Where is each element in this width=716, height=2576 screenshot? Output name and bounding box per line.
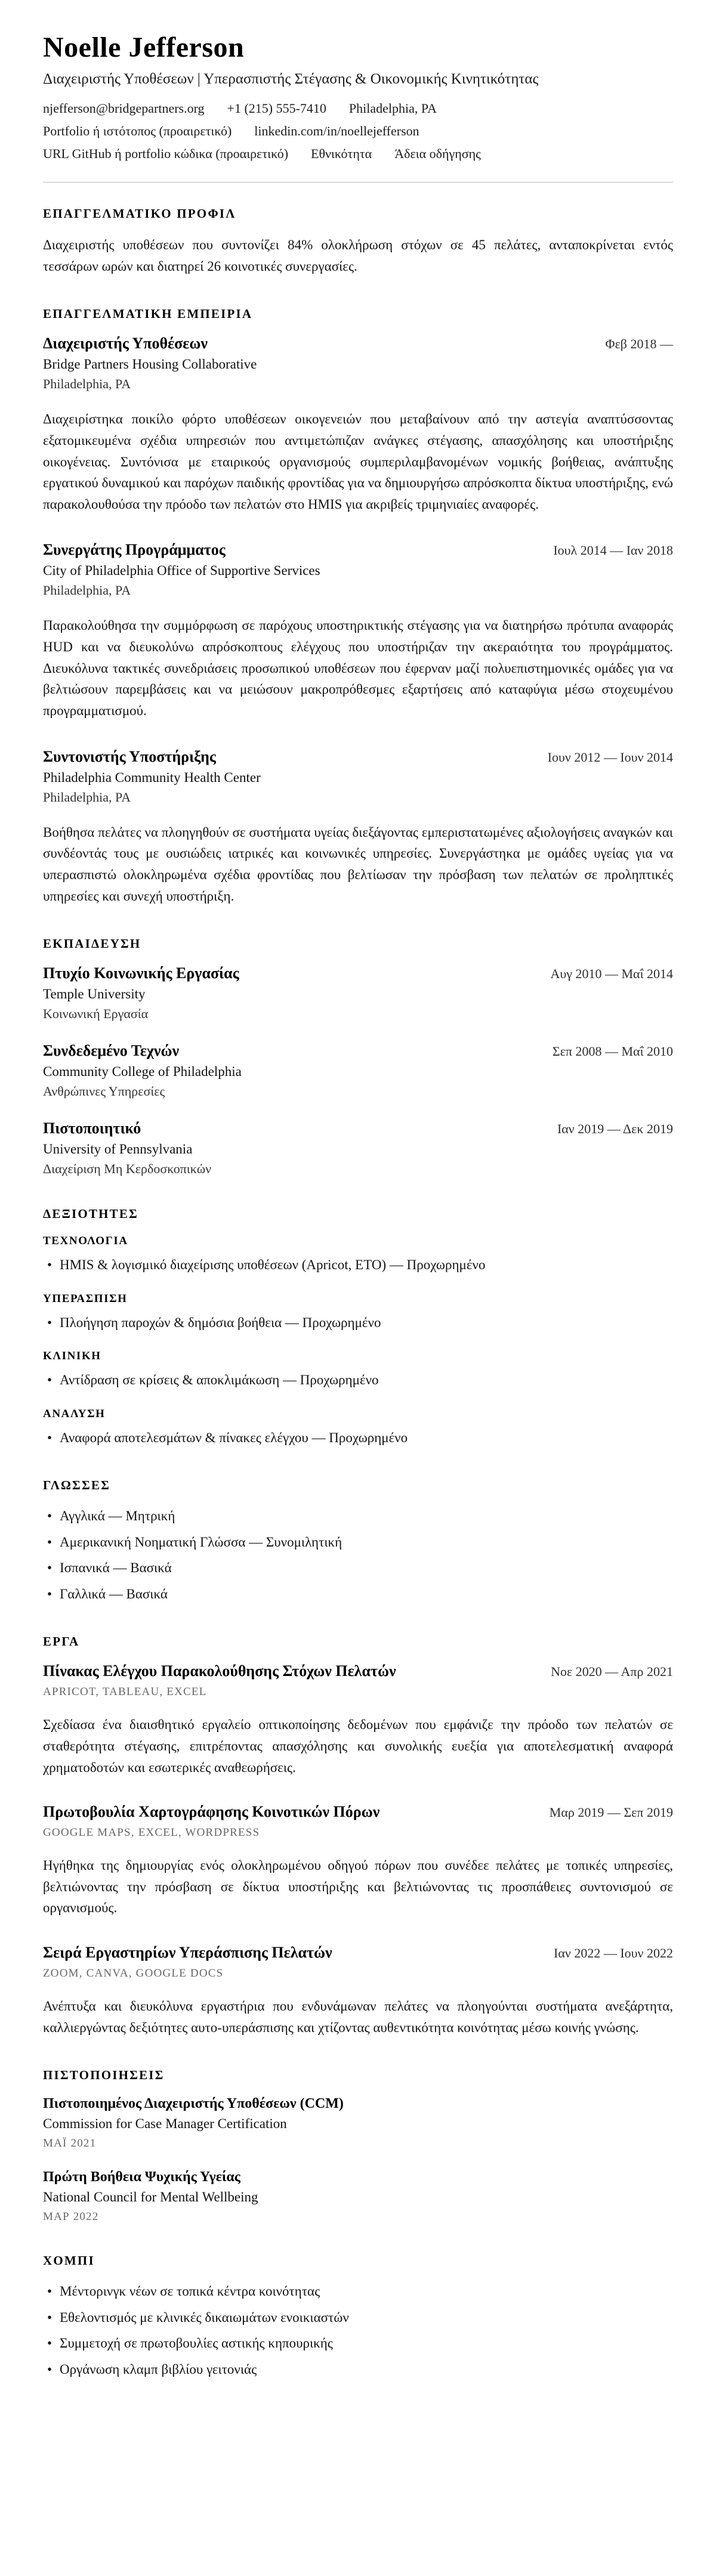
job-header-row	[43, 335, 673, 352]
education-degree: Πτυχίο Κοινωνικής Εργασίας	[43, 964, 239, 982]
skill-item: • Αντίδραση σε κρίσεις & αποκλιμάκωση — Προχωρημένο	[43, 1370, 673, 1391]
job-description: Παρακολούθησα την συμμόρφωση σε παρόχους υποστηρικτικής στέγασης για να διατηρήσω πρότυπα αναφοράς HUD και να διευκολύνω απρόσκοπτους ελέγχους που υποστήριζαν την ακεραιότητα του προγράμματος. Διευκόλυνα τακτικές συνεδριάσεις προσωπικού υποθέσεων που έφερναν μαζί πολυεπιστημονικές ομάδες για να βελτιώσουν παρεμβάσεις και να μειώσουν μακροπρόθεσμες εξαρτήσεις από καταφύγια μέσω στοχευμένου προγραμματισμού.	[43, 618, 673, 719]
language-item: • Γαλλικά — Βασικά	[43, 1584, 673, 1605]
education-header-row	[43, 964, 673, 982]
skill-group-title: ΤΕΧΝΟΛΟΓΙΑ	[43, 1235, 128, 1248]
section-title-experience: ΕΠΑΓΓΕΛΜΑΤΙΚΗ ΕΜΠΕΙΡΙΑ	[43, 307, 253, 321]
contact-row-1	[43, 101, 673, 116]
job-entry	[43, 541, 673, 721]
job-description: Διαχειρίστηκα ποικίλο φόρτο υποθέσεων οικογενειών που μεταβαίνουν από την αστεγία αναπτύσσοντας εξατομικευμένα σχέδια υπηρεσιών που αντιμετώπιζαν ανάγκες στέγασης, απασχόλησης και υποστήριξης οικογένειας. Συντόνισα με εταιρικούς οργανισμούς συμπεριλαμβανομένων νομικής βοήθειας, ανάπτυξης εργατικού δυναμικού και παρόχων παιδικής φροντίδας για να δημιουργήσω απρόσκοπτα δίκτυα υποστήριξης, ενώ παρακολουθούσα την πρόοδο των πελατών στο HMIS για ακριβείς τριμηνιαίες αναφορές.	[43, 412, 673, 512]
profile-summary: Διαχειριστής υποθέσεων που συντονίζει 84% ολοκλήρωση στόχων σε 45 πελάτες, ανταποκρίνεται εντός τεσσάρων ωρών και διατηρεί 26 κοινοτικές συνεργασίες.	[43, 237, 673, 274]
skill-group-advocacy	[43, 1292, 673, 1334]
certification-entry	[43, 2096, 673, 2150]
hobby-list	[43, 2281, 673, 2380]
project-dates: Ιαν 2022 — Ιουν 2022	[554, 1946, 673, 1961]
skill-group-clinical	[43, 1350, 673, 1391]
section-title-profile: ΕΠΑΓΓΕΛΜΑΤΙΚΟ ΠΡΟΦΙΛ	[43, 206, 236, 221]
project-tech-stack: GOOGLE MAPS, EXCEL, WORDPRESS	[43, 1826, 260, 1839]
section-title-projects: ΕΡΓΑ	[43, 1634, 80, 1649]
person-name: Noelle Jefferson	[43, 32, 245, 63]
education-field: Διαχείριση Μη Κερδοσκοπικών	[43, 1161, 212, 1177]
education-dates: Ιαν 2019 — Δεκ 2019	[557, 1121, 673, 1137]
skill-list	[43, 1313, 673, 1334]
section-hobbies	[43, 2253, 673, 2380]
section-title-certifications: ΠΙΣΤΟΠΟΙΗΣΕΙΣ	[43, 2068, 165, 2083]
project-tech-stack: APRICOT, TABLEAU, EXCEL	[43, 1686, 207, 1699]
education-dates: Σεπ 2008 — Μαΐ 2010	[552, 1044, 673, 1059]
skill-group-title: ΑΝΑΛΥΣΗ	[43, 1407, 106, 1420]
email-text: njefferson@bridgepartners.org	[43, 101, 205, 116]
project-entry	[43, 1944, 673, 2038]
section-title-languages: ΓΛΩΣΣΕΣ	[43, 1478, 111, 1493]
language-item: • Ισπανικά — Βασικά	[43, 1558, 673, 1579]
job-location: Philadelphia, PA	[43, 583, 131, 598]
certification-entry	[43, 2169, 673, 2224]
section-education	[43, 936, 673, 1177]
certification-date: ΜΑΪ 2021	[43, 2137, 97, 2150]
section-certifications	[43, 2068, 673, 2224]
language-list	[43, 1506, 673, 1604]
portfolio-placeholder-text: Portfolio ή ιστότοπος (προαιρετικό)	[43, 123, 232, 138]
project-title: Πρωτοβουλία Χαρτογράφησης Κοινοτικών Πόρων	[43, 1803, 380, 1821]
skill-list	[43, 1370, 673, 1391]
skill-item: • HMIS & λογισμικό διαχείρισης υποθέσεων (Apricot, ETO) — Προχωρημένο	[43, 1255, 673, 1276]
education-school: Temple University	[43, 987, 146, 1002]
contact-row-3	[43, 146, 673, 162]
job-entry	[43, 748, 673, 907]
location-text: Philadelphia, PA	[348, 101, 437, 116]
contact-row-2	[43, 123, 673, 139]
certification-name: Πρώτη Βοήθεια Ψυχικής Υγείας	[43, 2169, 240, 2185]
job-location: Philadelphia, PA	[43, 376, 131, 392]
hobby-item: • Συμμετοχή σε πρωτοβουλίες αστικής κηπουρικής	[43, 2333, 673, 2354]
language-item: • Αγγλικά — Μητρική	[43, 1506, 673, 1527]
section-profile	[43, 206, 673, 277]
skill-group-analysis	[43, 1408, 673, 1449]
section-projects	[43, 1634, 673, 2038]
job-location: Philadelphia, PA	[43, 789, 131, 805]
education-entry	[43, 964, 673, 1022]
project-title: Σειρά Εργαστηρίων Υπεράσπισης Πελατών	[43, 1944, 332, 1962]
nationality-text: Εθνικότητα	[311, 146, 372, 161]
job-dates: Ιουλ 2014 — Ιαν 2018	[553, 543, 673, 558]
project-dates: Νοε 2020 — Απρ 2021	[551, 1664, 673, 1680]
certification-issuer: Commission for Case Manager Certification	[43, 2116, 287, 2132]
section-title-skills: ΔΕΞΙΟΤΗΤΕΣ	[43, 1207, 138, 1221]
project-title: Πίνακας Ελέγχου Παρακολούθησης Στόχων Πελατών	[43, 1662, 396, 1680]
skill-list	[43, 1255, 673, 1276]
resume-header	[43, 31, 673, 162]
driving-license-text: Άδεια οδήγησης	[394, 146, 481, 161]
language-item: • Αμερικανική Νοηματική Γλώσσα — Συνομιλητική	[43, 1532, 673, 1553]
skill-list	[43, 1428, 673, 1449]
project-dates: Μαρ 2019 — Σεπ 2019	[549, 1805, 673, 1820]
job-title: Συνεργάτης Προγράμματος	[43, 541, 226, 559]
project-header-row	[43, 1944, 673, 1962]
certification-issuer: National Council for Mental Wellbeing	[43, 2190, 258, 2205]
skill-group-technology	[43, 1235, 673, 1276]
header-divider	[43, 182, 673, 183]
education-header-row	[43, 1120, 673, 1137]
education-field: Κοινωνική Εργασία	[43, 1006, 149, 1022]
job-dates: Ιουν 2012 — Ιουν 2014	[547, 749, 673, 765]
education-degree: Πιστοποιητικό	[43, 1120, 141, 1137]
job-title: Συντονιστής Υποστήριξης	[43, 747, 216, 765]
project-tech-stack: ZOOM, CANVA, GOOGLE DOCS	[43, 1967, 224, 1980]
project-entry	[43, 1803, 673, 1919]
education-header-row	[43, 1042, 673, 1060]
contact-block	[43, 101, 673, 162]
job-entry	[43, 335, 673, 515]
person-tagline: Διαχειριστής Υποθέσεων | Υπερασπιστής Στέγασης & Οικονομικής Κινητικότητας	[43, 71, 539, 87]
certification-name: Πιστοποιημένος Διαχειριστής Υποθέσεων (CCM)	[43, 2096, 344, 2112]
project-entry	[43, 1662, 673, 1778]
section-languages	[43, 1478, 673, 1604]
job-title: Διαχειριστής Υποθέσεων	[43, 335, 208, 352]
project-header-row	[43, 1803, 673, 1821]
section-title-education: ΕΚΠΑΙΔΕΥΣΗ	[43, 936, 141, 951]
education-school: Community College of Philadelphia	[43, 1064, 242, 1080]
education-field: Ανθρώπινες Υπηρεσίες	[43, 1084, 165, 1099]
project-header-row	[43, 1662, 673, 1680]
education-school: University of Pennsylvania	[43, 1142, 193, 1157]
job-company: City of Philadelphia Office of Supportive Services	[43, 563, 320, 579]
skill-group-title: ΥΠΕΡΑΣΠΙΣΗ	[43, 1292, 128, 1305]
hobby-item: • Εθελοντισμός με κλινικές δικαιωμάτων ενοικιαστών	[43, 2308, 673, 2328]
job-company: Bridge Partners Housing Collaborative	[43, 357, 257, 372]
github-placeholder-text: URL GitHub ή portfolio κώδικα (προαιρετικό)	[43, 146, 289, 161]
hobby-item: • Οργάνωση κλαμπ βιβλίου γειτονιάς	[43, 2359, 673, 2380]
project-description: Σχεδίασα ένα διαισθητικό εργαλείο οπτικοποίησης δεδομένων που εμφάνιζε την πρόοδο των πελατών σε σταθερότητα στέγασης, επιτρέποντας απασχόλησης και συνολικής ευεξία για αποτελεσματική αναφορά χρηματοδοτών και εσωτερικές αναθεωρήσεις.	[43, 1717, 673, 1775]
project-description: Ανέπτυξα και διευκόλυνα εργαστήρια που ενδυνάμωναν πελάτες να πλοηγούνται συστήματα ανεξάρτητα, καλλιεργώντας δεξιότητες αυτο-υπεράσπισης και χτίζοντας αυθεντικότητα κοινότητας μέσω κοινής γνώσης.	[43, 1999, 673, 2035]
section-skills	[43, 1207, 673, 1448]
job-header-row	[43, 748, 673, 766]
skill-item: • Πλοήγηση παροχών & δημόσια βοήθεια — Προχωρημένο	[43, 1313, 673, 1334]
certification-date: ΜΑΡ 2022	[43, 2210, 99, 2224]
phone-text: +1 (215) 555-7410	[227, 101, 326, 116]
section-title-hobbies: ΧΟΜΠΙ	[43, 2253, 95, 2268]
skill-item: • Αναφορά αποτελεσμάτων & πίνακες ελέγχου — Προχωρημένο	[43, 1428, 673, 1449]
hobby-item: • Μέντορινγκ νέων σε τοπικά κέντρα κοινότητας	[43, 2281, 673, 2302]
job-company: Philadelphia Community Health Center	[43, 769, 261, 785]
linkedin-text: linkedin.com/in/noellejefferson	[254, 123, 419, 138]
section-experience	[43, 307, 673, 907]
job-description: Βοήθησα πελάτες να πλοηγηθούν σε συστήματα υγείας διεξάγοντας εμπεριστατωμένες αξιολογήσεις αναγκών και συνδέοντάς τους με ουσιώδεις ιατρικές και κοινωνικές υπηρεσίες. Συνεργάστηκα με ομάδες υγείας για να υπερασπιστώ ολοκληρωμένα σχέδια φροντίδας που βελτίωσαν την πρόσβαση των πελατών σε προληπτικές υπηρεσίες και συνεχή υποστήριξη.	[43, 824, 673, 904]
job-header-row	[43, 541, 673, 559]
job-dates: Φεβ 2018 —	[605, 336, 673, 352]
project-description: Ηγήθηκα της δημιουργίας ενός ολοκληρωμένου οδηγού πόρων που συνέδεε πελάτες με τοπικές υπηρεσίες, βελτιώνοντας την πρόσβαση σε δίκτυα υποστήριξης και βελτιώνοντας τις προσπάθειες συντονισμού σε οργανισμούς.	[43, 1858, 673, 1916]
education-entry	[43, 1120, 673, 1177]
education-degree: Συνδεδεμένο Τεχνών	[43, 1042, 180, 1060]
education-dates: Αυγ 2010 — Μαΐ 2014	[550, 966, 673, 982]
education-entry	[43, 1042, 673, 1099]
skill-group-title: ΚΛΙΝΙΚΗ	[43, 1350, 101, 1363]
